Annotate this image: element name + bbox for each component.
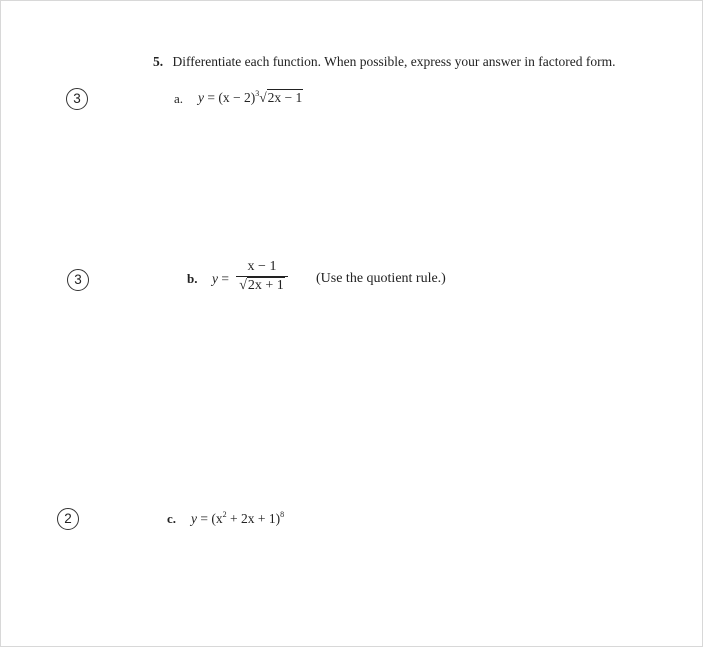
question-instruction: Differentiate each function. When possible, express your answer in factored form. [172,54,616,69]
equation-c-base: (x [211,511,223,526]
equation-c [191,510,284,527]
question-header [153,54,615,70]
marks-circle-b: 3 [67,269,89,291]
equation-a-power: 3 [255,89,260,98]
equation-a-equals: = [204,90,219,105]
equation-b-denominator-group [236,277,288,294]
equation-b-fraction [236,259,288,294]
part-label-b: b. [187,271,198,286]
marks-circle-c: 2 [57,508,79,530]
equation-a-sqrt [259,90,303,106]
equation-a [198,89,303,106]
equation-b-lhs: y [212,271,218,286]
equation-b-denominator: 2x + 1 [247,278,284,293]
equation-b-lhs-group [212,271,229,287]
equation-b-equals: = [218,271,229,286]
radical-sign-b: √ [239,278,247,293]
equation-a-radicand: 2x − 1 [267,90,303,105]
part-label-c: c. [167,511,177,526]
part-label-a: a. [174,91,184,106]
radical-sign-a: √ [259,90,267,105]
equation-c-equals: = [197,511,212,526]
question-number: 5. [153,54,164,69]
equation-a-base: (x − 2) [218,90,256,105]
equation-c-rest: + 2x + 1) [226,511,281,526]
equation-c-inner-power: 2 [222,510,227,519]
part-b-note: (Use the quotient rule.) [316,271,446,286]
equation-c-lhs: y [191,511,197,526]
equation-b-numerator: x − 1 [247,259,277,274]
equation-c-power: 8 [280,510,285,519]
marks-circle-a: 3 [66,88,88,110]
equation-a-lhs: y [198,90,204,105]
